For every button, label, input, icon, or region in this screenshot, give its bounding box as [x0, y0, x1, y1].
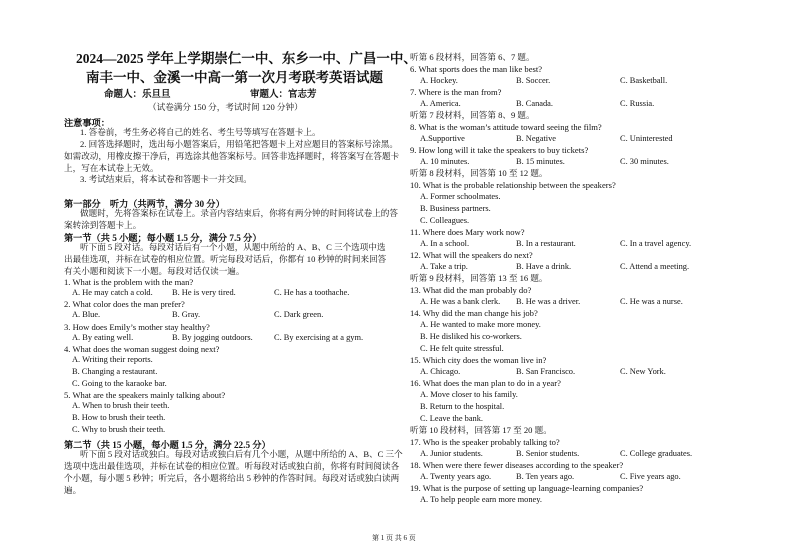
option-b: B. He was a driver.	[516, 297, 581, 306]
option-a: A. He may catch a cold.	[72, 288, 153, 297]
option-a: A. America.	[420, 99, 461, 108]
material-8-note: 听第 8 段材料，回答第 10 至 12 题。	[410, 168, 548, 178]
option-c: C. Why to brush their teeth.	[72, 425, 166, 434]
option-c: C. Leave the bank.	[420, 414, 484, 423]
option-b: B. Have a drink.	[516, 262, 572, 271]
option-c: C. He has a toothache.	[274, 288, 350, 297]
note-item: 2. 回答选择题时，选出每小题答案后，用铅笔把答题卡上对应题目的答案标号涂黑。	[80, 139, 398, 149]
option-a: A. By eating well.	[72, 333, 134, 342]
note-item: 1. 答卷前，考生务必将自己的姓名、考生号等填写在答题卡上。	[80, 127, 321, 137]
option-c: C. Basketball.	[620, 76, 668, 85]
option-a: A. In a school.	[420, 239, 470, 248]
material-9-note: 听第 9 段材料，回答第 13 至 16 题。	[410, 273, 548, 283]
option-a: A. Twenty years ago.	[420, 472, 492, 481]
part1-intro: 案转涂到答题卡上。	[64, 220, 142, 230]
question-15: 15. Which city does the woman live in?	[410, 355, 547, 365]
option-c: C. College graduates.	[620, 449, 693, 458]
option-a: A. When to brush their teeth.	[72, 401, 170, 410]
section1-heading: 第一节（共 5 小题；每小题 1.5 分，满分 7.5 分）	[64, 233, 262, 243]
option-c: C. He felt quite stressful.	[420, 344, 504, 353]
exam-title-line1: 2024—2025 学年上学期崇仁一中、东乡一中、广昌一中、	[76, 51, 417, 66]
page-footer: 第 1 页 共 6 页	[372, 534, 416, 542]
option-b: B. Senior students.	[516, 449, 580, 458]
option-c: C. Dark green.	[274, 310, 324, 319]
option-c: C. Going to the karaoke bar.	[72, 379, 167, 388]
option-b: B. 15 minutes.	[516, 157, 565, 166]
option-b: B. He disliked his co-workers.	[420, 332, 522, 341]
question-8: 8. What is the woman’s attitude toward seeing the film?	[410, 122, 602, 132]
section2-instruction: 遍。	[64, 485, 82, 495]
option-b: B. Ten years ago.	[516, 472, 575, 481]
section2-instruction: 个小题，每小题 5 秒钟；听完后，各小题将给出 5 秒钟的作答时间。每段对话或独白读两	[64, 473, 400, 483]
question-6: 6. What sports does the man like best?	[410, 64, 543, 74]
score-time: （试卷满分 150 分，考试时间 120 分钟）	[148, 102, 303, 112]
option-a: A. Former schoolmates.	[420, 192, 501, 201]
section1-instruction: 听下面 5 段对话。每段对话后有一个小题，从题中所给的 A、B、C 三个选项中选	[80, 242, 386, 252]
material-6-note: 听第 6 段材料，回答第 6、7 题。	[410, 52, 535, 62]
option-a: A. He wanted to make more money.	[420, 320, 541, 329]
question-3: 3. How does Emily’s mother stay healthy?	[64, 322, 210, 332]
option-c: C. Attend a meeting.	[620, 262, 690, 271]
question-12: 12. What will the speakers do next?	[410, 250, 533, 260]
option-b: B. Gray.	[172, 310, 201, 319]
option-c: C. By exercising at a gym.	[274, 333, 364, 342]
option-b: B. By jogging outdoors.	[172, 333, 253, 342]
option-b: B. In a restaurant.	[516, 239, 576, 248]
reviewer: 审题人：官志芳	[250, 90, 317, 100]
option-b: B. Canada.	[516, 99, 553, 108]
option-b: B. Business partners.	[420, 204, 491, 213]
option-c: C. 30 minutes.	[620, 157, 669, 166]
option-a: A. Move closer to his family.	[420, 390, 518, 399]
option-b: B. He is very tired.	[172, 288, 236, 297]
question-17: 17. Who is the speaker probably talking to?	[410, 437, 560, 447]
part1-heading: 第一部分 听力（共两节，满分 30 分）	[64, 199, 225, 209]
option-c: C. New York.	[620, 367, 666, 376]
question-2: 2. What color does the man prefer?	[64, 299, 185, 309]
option-c: C. Uninterested	[620, 134, 673, 143]
material-7-note: 听第 7 段材料，回答第 8、9 题。	[410, 110, 535, 120]
option-a: A. Take a trip.	[420, 262, 468, 271]
question-4: 4. What does the woman suggest doing next?	[64, 344, 220, 354]
option-b: B. Return to the hospital.	[420, 402, 505, 411]
section1-instruction: 出最佳选项，并标在试卷的相应位置。听完每段对话后，你都有 10 秒钟的时间来回答	[64, 254, 387, 264]
question-5: 5. What are the speakers mainly talking about?	[64, 390, 226, 400]
question-10: 10. What is the probable relationship between the speakers?	[410, 180, 616, 190]
option-a: A. To help people earn more money.	[420, 495, 542, 504]
option-c: C. Russia.	[620, 99, 655, 108]
question-14: 14. Why did the man change his job?	[410, 308, 538, 318]
option-c: C. In a travel agency.	[620, 239, 692, 248]
section2-instruction: 选项中选出最佳选项，并标在试卷的相应位置。听每段对话或独白前，你将有时间阅读各	[64, 461, 400, 471]
option-a: A. Junior students.	[420, 449, 483, 458]
option-a: A. Chicago.	[420, 367, 461, 376]
option-c: C. He was a nurse.	[620, 297, 683, 306]
question-19: 19. What is the purpose of setting up language-learning companies?	[410, 483, 644, 493]
option-b: B. Changing a restaurant.	[72, 367, 158, 376]
option-c: C. Five years ago.	[620, 472, 681, 481]
question-7: 7. Where is the man from?	[410, 87, 502, 97]
option-c: C. Colleagues.	[420, 216, 470, 225]
option-b: B. San Francisco.	[516, 367, 576, 376]
option-b: B. Negative	[516, 134, 557, 143]
note-item: 上，写在本试卷上无效。	[64, 163, 159, 173]
author: 命题人：乐旦旦	[104, 90, 171, 100]
notes-heading: 注意事项：	[64, 118, 110, 128]
option-a: A. Blue.	[72, 310, 101, 319]
question-1: 1. What is the problem with the man?	[64, 277, 194, 287]
option-a: A. Hockey.	[420, 76, 458, 85]
note-item: 如需改动，用橡皮擦干净后，再选涂其他答案标号。回答非选择题时，将答案写在答题卡	[64, 151, 400, 161]
question-18: 18. When were there fewer diseases according to the speaker?	[410, 460, 624, 470]
question-13: 13. What did the man probably do?	[410, 285, 532, 295]
question-11: 11. Where does Mary work now?	[410, 227, 525, 237]
option-b: B. Soccer.	[516, 76, 551, 85]
option-a: A. Writing their reports.	[72, 355, 153, 364]
option-a: A. 10 minutes.	[420, 157, 470, 166]
option-a: A. He was a bank clerk.	[420, 297, 501, 306]
section2-heading: 第二节（共 15 小题，每小题 1.5 分，满分 22.5 分）	[64, 440, 271, 450]
part1-intro: 做题时，先将答案标在试卷上。录音内容结束后，你将有两分钟的时间将试卷上的答	[80, 208, 398, 218]
section1-instruction: 有关小题和阅读下一小题。每段对话仅读一遍。	[64, 266, 245, 276]
material-10-note: 听第 10 段材料，回答第 17 至 20 题。	[410, 425, 552, 435]
exam-title-line2: 南丰一中、金溪一中高一第一次月考联考英语试题	[86, 70, 383, 85]
note-item: 3. 考试结束后，将本试卷和答题卡一并交回。	[80, 174, 252, 184]
option-b: B. How to brush their teeth.	[72, 413, 166, 422]
question-16: 16. What does the man plan to do in a year?	[410, 378, 561, 388]
option-a: A.Supportive	[420, 134, 465, 143]
question-9: 9. How long will it take the speakers to buy tickets?	[410, 145, 589, 155]
section2-instruction: 听下面 5 段对话或独白。每段对话或独白后有几个小题，从题中所给的 A、B、C 三个	[80, 449, 403, 459]
